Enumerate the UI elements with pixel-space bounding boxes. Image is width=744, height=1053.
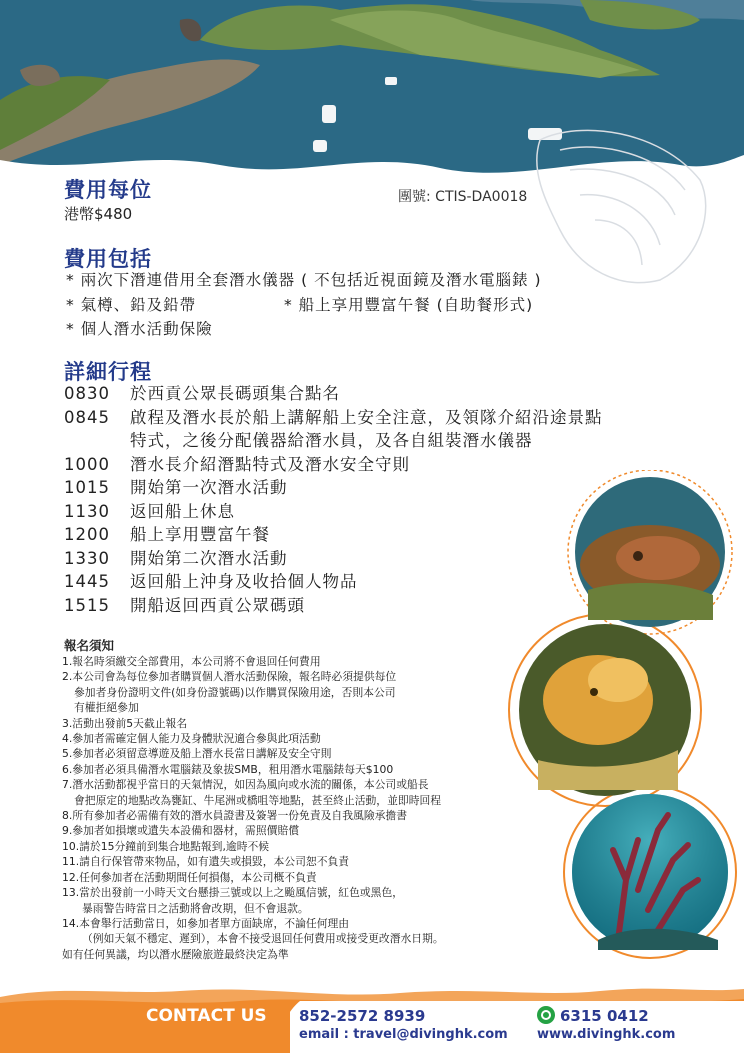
frogfish-photo xyxy=(519,624,691,796)
include-item: * 氣樽、鉛及鉛帶 xyxy=(66,296,197,314)
note-line: 6.參加者必須具備潛水電腦錶及象拔SMB，租用潛水電腦錶每天$100 xyxy=(62,762,394,776)
itinerary-desc: 潛水長介紹潛點特式及潛水安全守則 xyxy=(130,454,410,474)
website-link[interactable]: www.divinghk.com xyxy=(537,1027,676,1042)
itinerary-desc: 返回船上沖身及收拾個人物品 xyxy=(130,572,358,591)
itinerary-desc: 特式，之後分配儀器給潛水員，及各自組裝潛水儀器 xyxy=(130,431,533,450)
include-item: * 個人潛水活動保險 xyxy=(66,320,213,338)
itinerary-desc: 返回船上休息 xyxy=(130,501,235,521)
include-item: * 船上享用豐富午餐 (自助餐形式) xyxy=(284,296,534,314)
note-line: 7.潛水活動都視乎當日的天氣情況，如因為風向或水流的關係，本公司或船長 xyxy=(62,778,429,792)
note-line: 3.活動出發前5天截止報名 xyxy=(62,716,188,730)
note-line: 1.報名時須繳交全部費用，本公司將不會退回任何費用 xyxy=(62,655,321,668)
note-line: 有權拒絕參加 xyxy=(74,701,139,715)
coral-photo xyxy=(572,794,728,950)
itinerary-time xyxy=(64,429,130,453)
note-line: 暴雨警告時當日之活動將會改期，但不會退款。 xyxy=(82,901,309,915)
include-item: * 兩次下潛連借用全套潛水儀器 ( 不包括近視面鏡及潛水電腦錶 ) xyxy=(66,271,542,289)
fee-price: 港幣$480 xyxy=(64,205,133,223)
note-line: 參加者身份證明文件(如身份證號碼)以作購買保險用途，否則本公司 xyxy=(74,685,396,699)
itinerary-title: 詳細行程 xyxy=(64,359,152,384)
itinerary-row xyxy=(64,429,664,453)
notes-title: 報名須知 xyxy=(64,638,115,653)
note-line: 如有任何異議，均以潛水歷險旅遊最終決定為準 xyxy=(62,947,289,961)
note-line: 12.任何參加者在活動期間任何損傷，本公司概不負責 xyxy=(62,870,317,884)
itinerary-desc: 船上享用豐富午餐 xyxy=(130,525,270,544)
itinerary-time: 1515 xyxy=(64,595,110,615)
itinerary-time: 0845 xyxy=(64,407,110,427)
phone-number[interactable]: 852-2572 8939 xyxy=(299,1007,426,1025)
note-line: （例如天氣不穩定、遲到），本會不接受退回任何費用或接受更改潛水日期。 xyxy=(82,932,444,946)
note-line: 2.本公司會為每位參加者購買個人潛水活動保險，報名時必須提供每位 xyxy=(62,670,397,684)
note-line: 4.參加者需確定個人能力及身體狀況適合參與此項活動 xyxy=(62,732,321,746)
itinerary-time: 1445 xyxy=(64,572,110,591)
itinerary-time: 1330 xyxy=(64,548,110,568)
shell-illustration xyxy=(520,120,720,290)
note-line: 8.所有參加者必需備有效的潛水員證書及簽署一份免責及自我風險承擔書 xyxy=(62,809,408,823)
whatsapp-number[interactable]: 6315 0412 xyxy=(560,1007,649,1025)
email-address[interactable]: email : travel@divinghk.com xyxy=(299,1027,508,1042)
itinerary-desc: 開始第一次潛水活動 xyxy=(130,478,288,497)
itinerary-time: 1130 xyxy=(64,501,110,521)
photo-collage xyxy=(498,470,744,990)
contact-us-label: CONTACT US xyxy=(146,1006,267,1026)
note-line: 14.本會舉行活動當日，如參加者單方面缺席，不論任何理由 xyxy=(62,916,350,930)
itinerary-desc: 開始第二次潛水活動 xyxy=(130,548,288,568)
itinerary-desc: 啟程及潛水長於船上講解船上安全注意，及領隊介紹沿途景點 xyxy=(130,407,603,427)
note-line: 10.請於15分鐘前到集合地點報到,逾時不候 xyxy=(62,839,270,853)
note-line: 11.請自行保管帶來物品，如有遺失或損毀，本公司恕不負責 xyxy=(62,855,350,869)
itinerary-desc: 開船返回西貢公眾碼頭 xyxy=(130,595,305,615)
notes-list xyxy=(62,654,532,962)
note-line: 13.當於出發前一小時天文台懸掛三號或以上之颱風信號，紅色或黑色， xyxy=(62,886,404,900)
includes-title: 費用包括 xyxy=(64,246,152,271)
itinerary-desc: 於西貢公眾長碼頭集合點名 xyxy=(130,384,340,403)
scorpionfish-photo xyxy=(575,477,725,627)
itinerary-time: 1000 xyxy=(64,454,110,474)
itinerary-time: 1200 xyxy=(64,525,110,544)
fee-title: 費用每位 xyxy=(64,177,152,202)
note-line: 9.參加者如損壞或遺失本設備和器材，需照價賠償 xyxy=(62,824,300,838)
tour-code: 團號: CTIS-DA0018 xyxy=(398,189,528,205)
whatsapp-icon xyxy=(537,1006,555,1024)
itinerary-row xyxy=(64,382,664,406)
note-line: 5.參加者必須留意導遊及船上潛水長當日講解及安全守則 xyxy=(62,747,332,761)
itinerary-time: 1015 xyxy=(64,478,110,497)
itinerary-row xyxy=(64,406,664,430)
itinerary-time: 0830 xyxy=(64,384,110,403)
note-line: 會把原定的地點改為甕缸、牛尾洲或橋咀等地點，甚至終止活動，並即時回程 xyxy=(74,793,442,807)
